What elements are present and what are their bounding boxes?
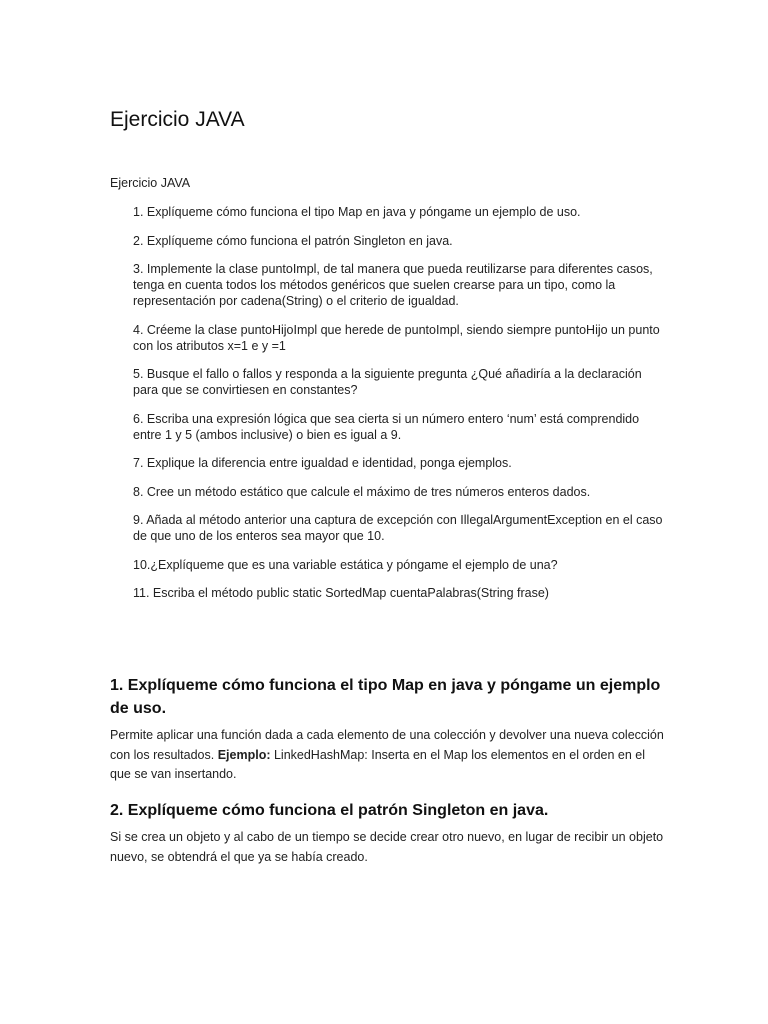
question-item: 10.¿Explíqueme que es una variable estática y póngame el ejemplo de una? bbox=[133, 557, 558, 572]
answer-section-2 bbox=[110, 799, 665, 867]
question-item: 5. Busque el fallo o fallos y responda a la siguiente pregunta ¿Qué añadiría a la declaración para que se convirtiesen en constantes? bbox=[133, 367, 642, 397]
document-title: Ejercicio JAVA bbox=[110, 108, 245, 131]
question-item: 8. Cree un método estático que calcule el máximo de tres números enteros dados. bbox=[133, 484, 591, 499]
question-item: 2. Explíqueme cómo funciona el patrón Singleton en java. bbox=[133, 233, 453, 248]
question-item: 6. Escriba una expresión lógica que sea cierta si un número entero ‘num’ está comprendido entre 1 y 5 (ambos inclusive) o bien es igual a 9. bbox=[133, 411, 640, 442]
section-heading: 2. Explíqueme cómo funciona el patrón Singleton en java. bbox=[110, 802, 549, 819]
document-subtitle: Ejercicio JAVA bbox=[110, 176, 191, 190]
example-label: Ejemplo: bbox=[217, 747, 271, 762]
section-heading: 1. Explíqueme cómo funciona el tipo Map en java y póngame un ejemplo de uso. bbox=[110, 677, 661, 717]
section-body: Si se crea un objeto y al cabo de un tiempo se decide crear otro nuevo, en lugar de recibir un objeto nuevo, se obtendrá el que ya se había creado. bbox=[110, 830, 664, 864]
answer-section-1 bbox=[110, 674, 665, 785]
question-item: 3. Implemente la clase puntoImpl, de tal manera que pueda reutilizarse para diferentes casos, tenga en cuenta todos los métodos genéricos que suelen crearse para un tipo, como la representación por cadena(String) o el criterio de igualdad. bbox=[133, 262, 653, 308]
question-item: 4. Créeme la clase puntoHijoImpl que herede de puntoImpl, siendo siempre puntoHijo un punto con los atributos x=1 e y =1 bbox=[133, 322, 660, 353]
question-item: 1. Explíqueme cómo funciona el tipo Map en java y póngame un ejemplo de uso. bbox=[133, 205, 581, 219]
question-item: 7. Explique la diferencia entre igualdad e identidad, ponga ejemplos. bbox=[133, 456, 512, 470]
section-body-text: Permite aplicar una función dada a cada elemento de una colección y devolver una nueva colección con los resultados. bbox=[110, 728, 664, 762]
question-item: 11. Escriba el método public static SortedMap cuentaPalabras(String frase) bbox=[133, 586, 549, 600]
question-item: 9. Añada al método anterior una captura de excepción con IllegalArgumentException en el caso de que uno de los enteros sea mayor que 10. bbox=[133, 513, 663, 543]
question-list bbox=[133, 204, 663, 614]
section-body bbox=[110, 726, 665, 785]
section-body-text: LinkedHashMap: Inserta en el Map los elementos en el orden en el que se van insertando. bbox=[110, 747, 646, 781]
